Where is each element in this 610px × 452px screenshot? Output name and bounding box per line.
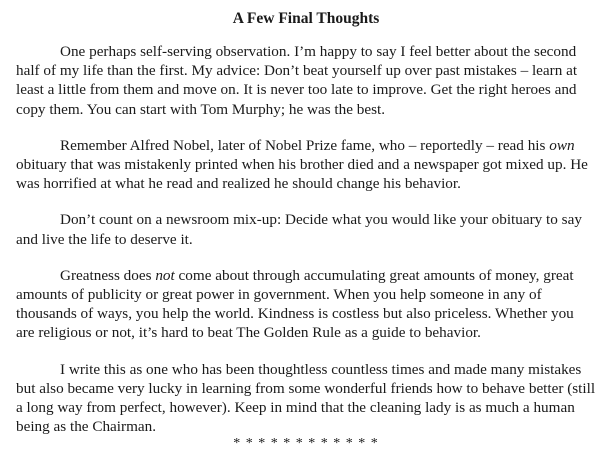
paragraph-3: Don’t count on a newsroom mix-up: Decide what you would like your obituary to say and live the life to deserve it. (16, 211, 582, 248)
paragraph-1: One perhaps self-serving observation. I’m happy to say I feel better about the second half of my life than the first. My advice: Don’t beat yourself up over past mistakes – learn at least a little from them and move on. It is never too late to improve. Get the right heroes and copy them. You can start with Tom Murphy; he was the best. (16, 43, 578, 118)
paragraph-2-text-after: obituary that was mistakenly printed when his brother died and a newspaper got mixed up. He was horrified at what he read and realized he should change his behavior. (16, 156, 588, 193)
paragraph-4 (16, 266, 596, 343)
paragraph-4-text-before: Greatness does (60, 266, 156, 284)
paragraph-4-emphasis: not (155, 266, 175, 284)
paragraph-2 (16, 136, 596, 194)
section-separator: * * * * * * * * * * * * (233, 436, 379, 452)
paragraph-2-emphasis: own (549, 136, 575, 154)
document-title: A Few Final Thoughts (232, 10, 380, 27)
paragraph-5: I write this as one who has been thoughtless countless times and made many mistakes but also became very lucky in learning from some wonderful friends how to behave better (still a long way from perfect, however). Keep in mind that the cleaning lady is as much a human being as the Chairman. (16, 360, 596, 436)
paragraph-2-text-before: Remember Alfred Nobel, later of Nobel Prize fame, who – reportedly – read his (60, 136, 550, 154)
paragraph-4-text-after: come about through accumulating great amounts of money, great amounts of publicity or great power in government. When you help someone in any of thousands of ways, you help the world. Kindness is costless but also priceless. Whether you are religious or not, it’s hard to beat The Golden Rule as a guide to behavior. (16, 266, 574, 342)
